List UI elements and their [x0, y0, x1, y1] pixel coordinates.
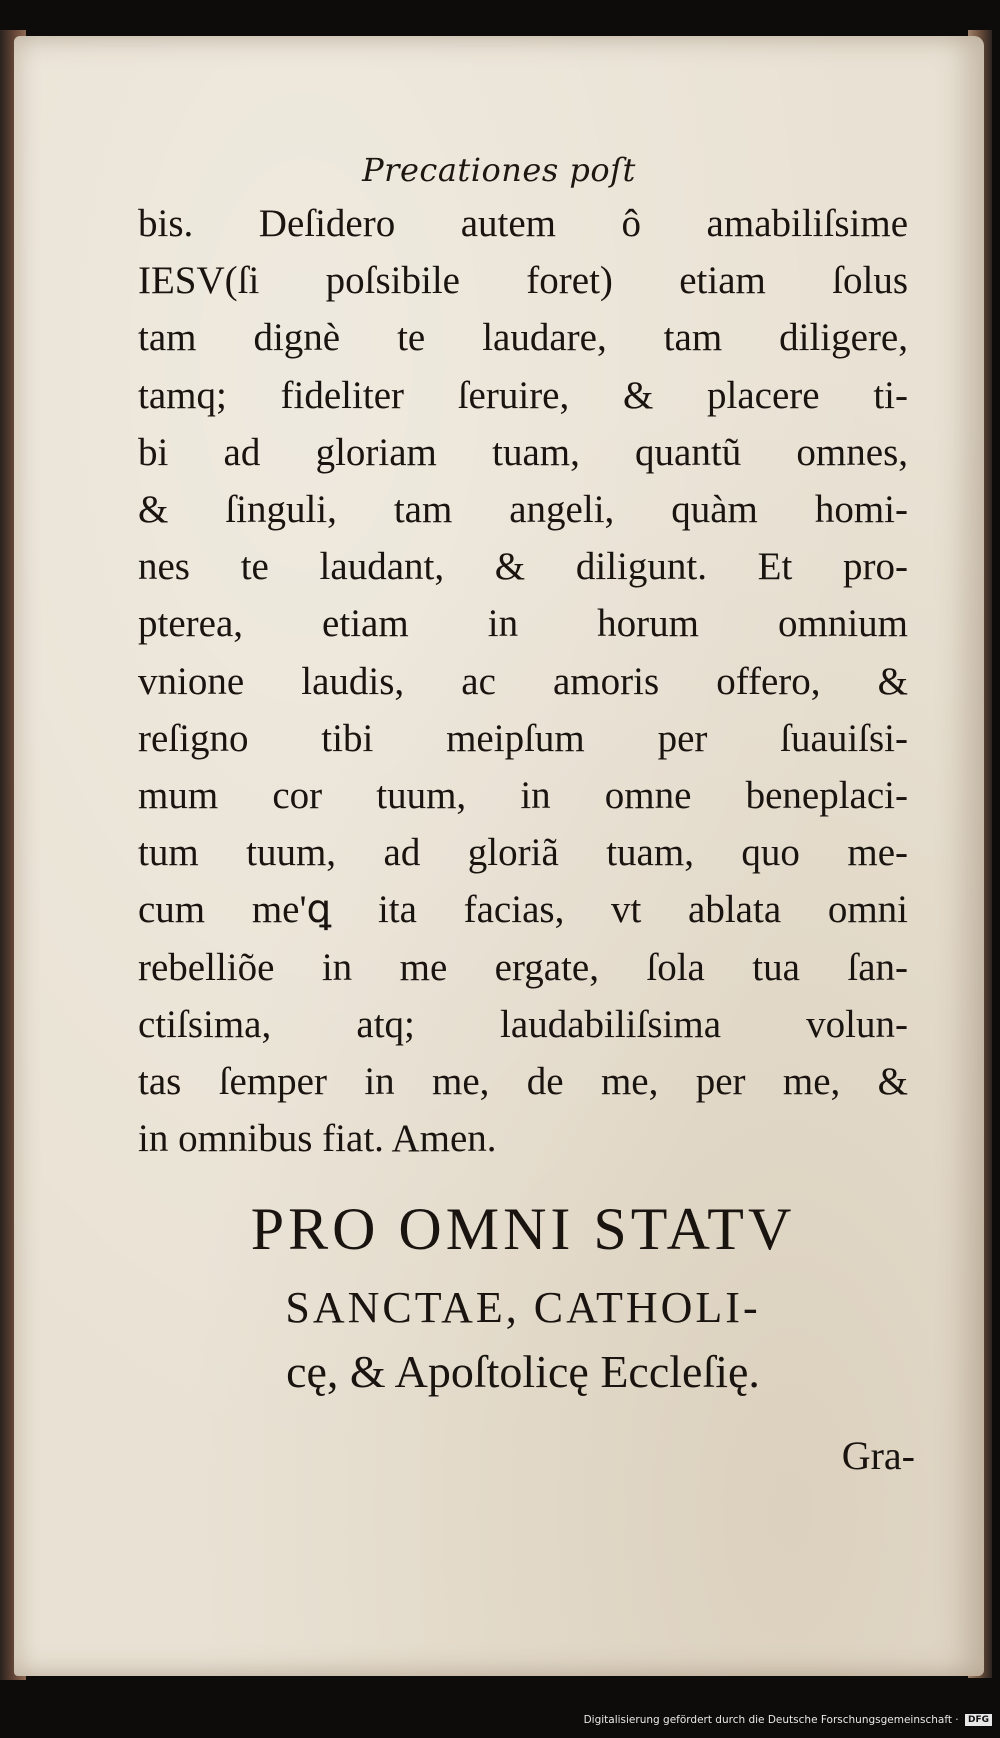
text-line: IESV(ſi poſsibile foret) etiam ſolus: [138, 259, 908, 303]
text-line: & ſinguli, tam angeli, quàm homi-: [138, 488, 908, 532]
text-line: reſigno tibi meipſum per ſuauiſsi-: [138, 716, 908, 760]
digitization-footer: [584, 1714, 992, 1726]
body-text: [138, 195, 908, 1167]
text-line: pterea, etiam in horum omnium: [138, 602, 908, 646]
text-line: tas ſemper in me, de me, per me, &: [138, 1060, 908, 1104]
text-line: vnione laudis, ac amoris offero, &: [138, 659, 908, 703]
text-line: mum cor tuum, in omne beneplaci-: [138, 774, 908, 818]
text-line: tam dignè te laudare, tam diligere,: [138, 316, 908, 360]
text-line: ctiſsima, atq; laudabiliſsima volun-: [138, 1002, 908, 1046]
section-heading-line-2: SANCTAE, CATHOLI-: [285, 1283, 761, 1332]
text-line: in omnibus fiat. Amen.: [138, 1117, 497, 1161]
text-line: rebelliõe in me ergate, ſola tua ſan-: [138, 945, 908, 989]
text-line: bis. Deſidero autem ô amabiliſsime: [138, 202, 908, 245]
text-line: nes te laudant, & diligunt. Et pro-: [138, 545, 908, 589]
text-line: tum tuum, ad gloriã tuam, quo me-: [138, 831, 908, 875]
dfg-logo-icon: DFG: [965, 1714, 992, 1726]
text-line: tamq; fideliter ſeruire, & placere ti-: [138, 373, 908, 417]
text-line: bi ad gloriam tuam, quantũ omnes,: [138, 430, 908, 474]
text-line: cum me'ꝗ ita facias, vt ablata omni: [138, 888, 908, 932]
running-head: Precationes poſt: [362, 151, 636, 189]
catchword: Gra-: [841, 1433, 915, 1478]
footer-credit-text: Digitalisierung gefördert durch die Deutsche Forschungsgemeinschaft ·: [583, 1714, 959, 1726]
section-heading-line-3: cę, & Apoſtolicę Eccleſię.: [286, 1346, 760, 1397]
section-heading-line-1: PRO OMNI STATV: [250, 1196, 796, 1262]
